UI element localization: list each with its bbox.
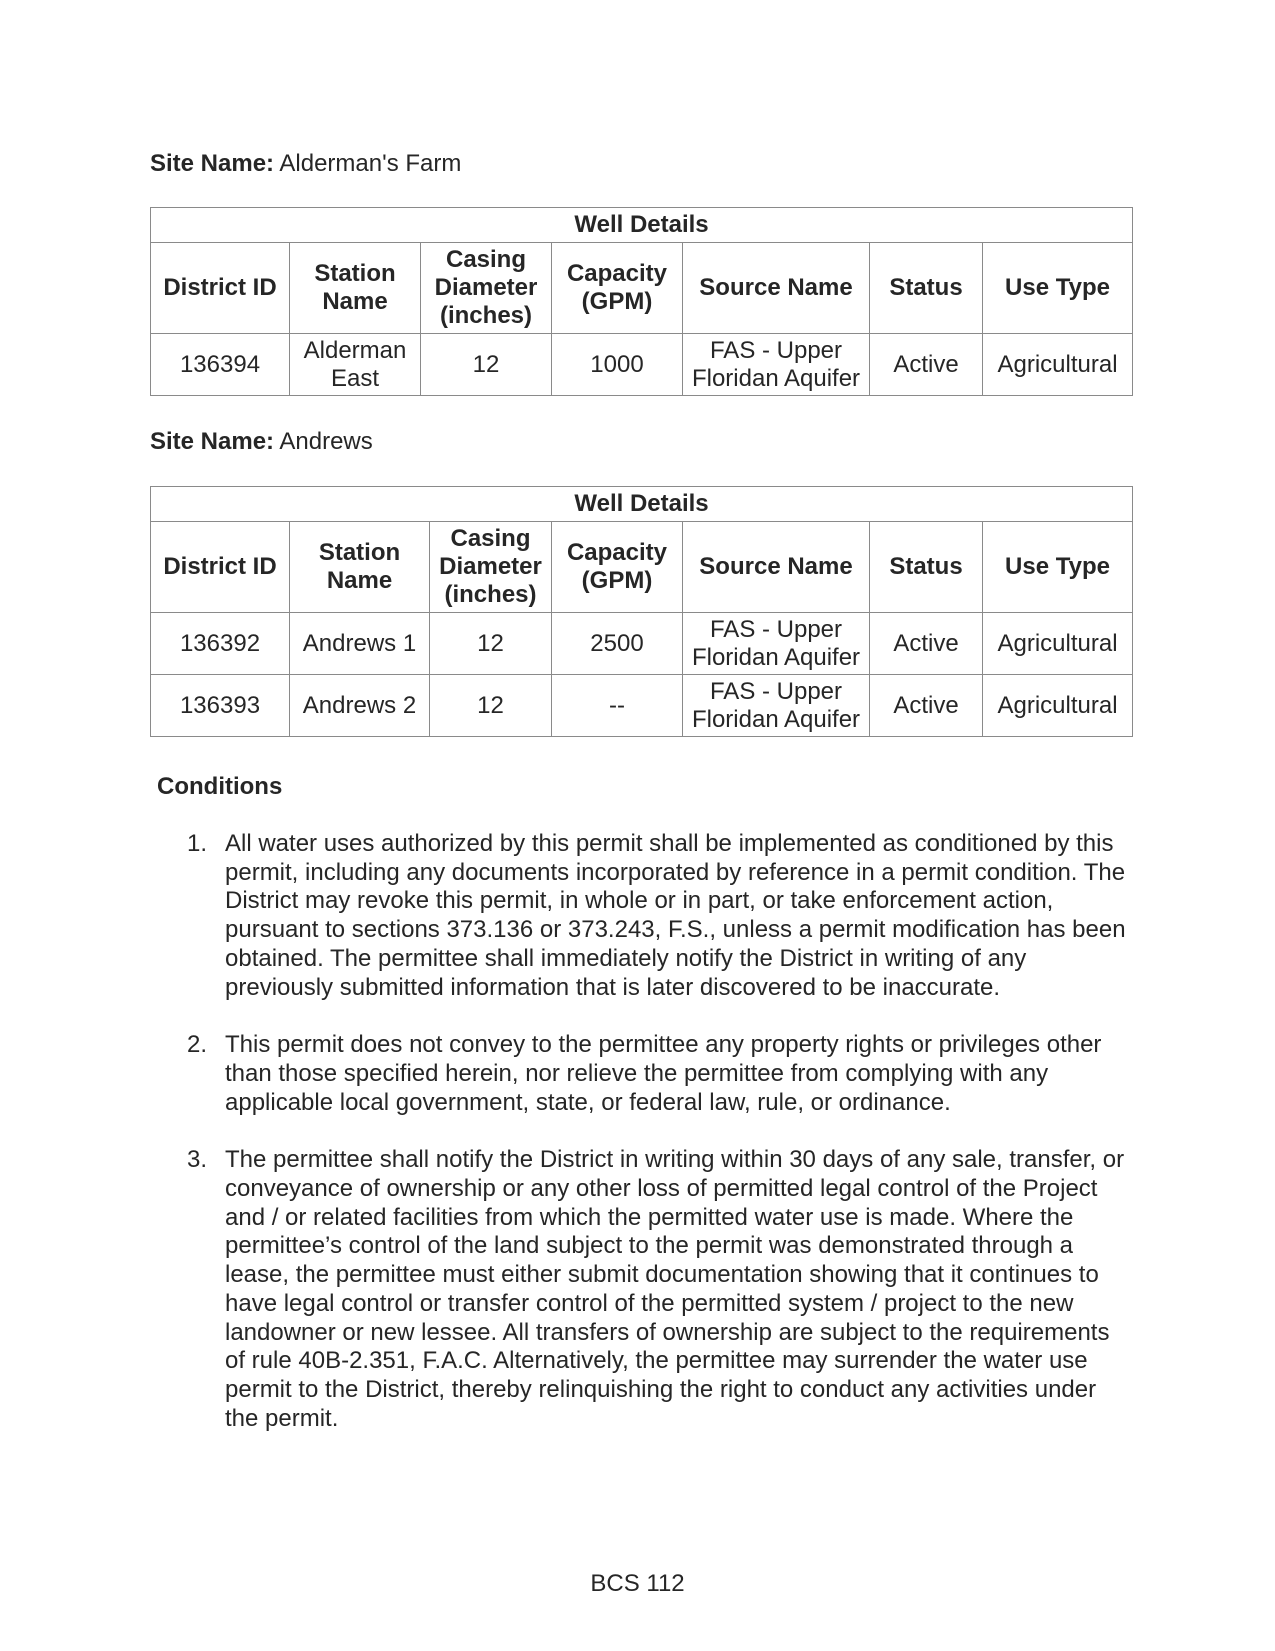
site-name-label: Site Name: [150,428,275,455]
table-caption: Well Details [151,487,1133,522]
column-header: District ID [151,243,290,334]
table-cell: FAS - Upper Floridan Aquifer [683,334,870,396]
table-cell: Active [870,334,983,396]
table-cell: Active [870,613,983,675]
table-cell: Agricultural [983,675,1133,737]
site-name-label: Site Name: [150,150,275,177]
condition-item [150,830,1132,1002]
table-cell: Andrews 1 [290,613,430,675]
table-cell: 136393 [151,675,290,737]
table-cell: 1000 [552,334,683,396]
conditions-heading: Conditions [157,773,283,800]
column-header: Use Type [983,243,1133,334]
condition-text: All water uses authorized by this permit shall be implemented as conditioned by this permit, including any documents incorporated by reference in a permit condition. The District may revoke this permit, in whole or in part, or take enforcement action, pursuant to sections 373.136 or 373.243, F.S., unless a permit modification has been obtained. The permittee shall immediately notify the District in writing of any previously submitted information that is later discovered to be inaccurate. [225,830,1126,1001]
table-row [151,675,1133,737]
site-name-andrews [150,428,373,456]
conditions-list [150,830,1132,1462]
well-details-table-andrews [150,486,1133,737]
condition-number: 1. [187,830,208,857]
table-row [151,613,1133,675]
column-header: Use Type [983,522,1133,613]
column-header: Source Name [683,522,870,613]
table-cell: Agricultural [983,613,1133,675]
condition-number: 2. [187,1031,208,1059]
table-cell: Andrews 2 [290,675,430,737]
column-header: Casing Diameter (inches) [421,243,552,334]
column-header: Casing Diameter (inches) [430,522,552,613]
column-header: Source Name [683,243,870,334]
table-row [151,334,1133,396]
table-cell: -- [552,675,683,737]
condition-item [150,1031,1132,1117]
condition-text: This permit does not convey to the permittee any property rights or privileges other than those specified herein, nor relieve the permittee from complying with any applicable local government, state, or federal law, rule, or ordinance. [225,1031,1102,1116]
page-footer: BCS 112 [590,1570,685,1597]
column-header: Station Name [290,522,430,613]
site-name-value: Andrews [279,428,373,455]
well-details-table-alderman [150,207,1133,396]
table-cell: 136394 [151,334,290,396]
site-name-alderman [150,150,461,178]
table-cell: 136392 [151,613,290,675]
condition-number: 3. [187,1146,208,1174]
condition-item [150,1146,1132,1433]
table-cell: Active [870,675,983,737]
condition-text: The permittee shall notify the District in writing within 30 days of any sale, transfer, or conveyance of ownership or any other loss of permitted legal control of the Project and / or related facilities from which the permitted water use is made. Where the permittee’s control of the land subject to the permit was demonstrated through a lease, the permittee must either submit documentation showing that it continues to have legal control or transfer control of the permitted system / project to the new landowner or new lessee. All transfers of ownership are subject to the requirements of rule 40B-2.351, F.A.C. Alternatively, the permittee may surrender the water use permit to the District, thereby relinquishing the right to conduct any activities under the permit. [225,1146,1125,1432]
column-header: Capacity (GPM) [552,522,683,613]
site-name-value: Alderman's Farm [279,150,462,177]
column-header: District ID [151,522,290,613]
table-cell: 2500 [552,613,683,675]
table-cell: FAS - Upper Floridan Aquifer [683,675,870,737]
table-cell: 12 [430,675,552,737]
column-header: Status [870,522,983,613]
table-cell: FAS - Upper Floridan Aquifer [683,613,870,675]
table-cell: Agricultural [983,334,1133,396]
table-cell: Alderman East [290,334,421,396]
table-cell: 12 [421,334,552,396]
column-header: Status [870,243,983,334]
table-cell: 12 [430,613,552,675]
table-caption: Well Details [151,208,1133,243]
column-header: Capacity (GPM) [552,243,683,334]
column-header: Station Name [290,243,421,334]
